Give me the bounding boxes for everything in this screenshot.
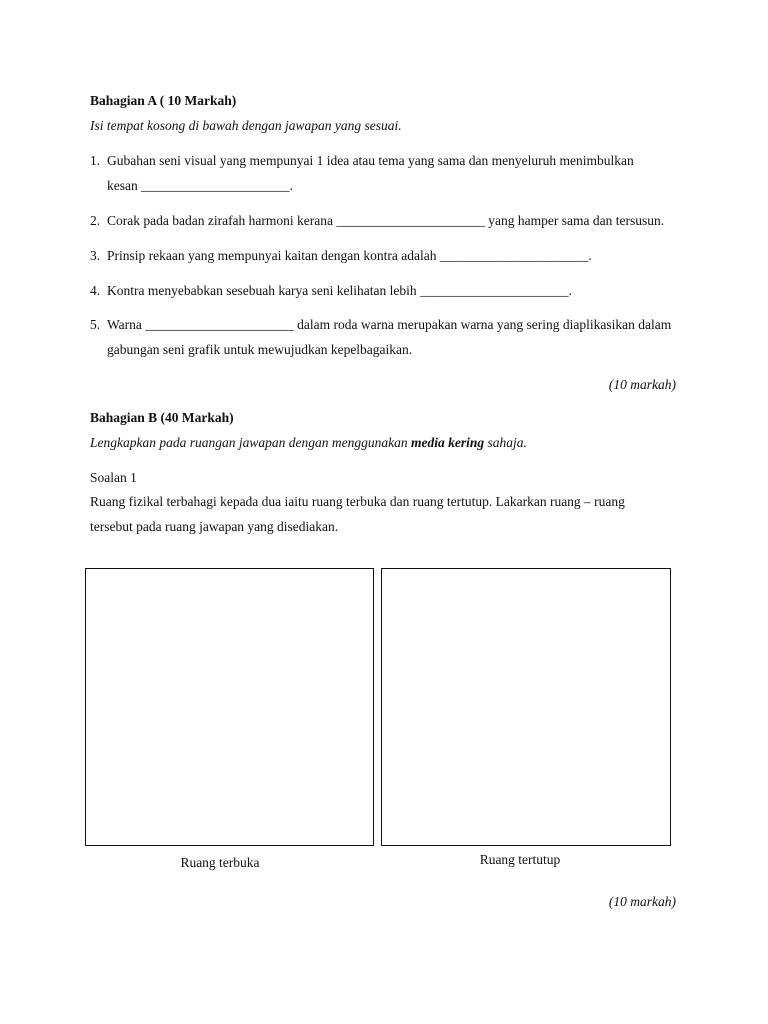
section-b-heading: Bahagian B (40 Markah) bbox=[90, 410, 234, 425]
section-b-marks: (10 markah) bbox=[608, 894, 676, 909]
question-text: Warna ______________________ dalam roda warna merupakan warna yang sering diaplikasikan dalam bbox=[107, 317, 672, 332]
question-label: Soalan 1 bbox=[90, 470, 137, 485]
section-a-marks: (10 markah) bbox=[608, 377, 676, 392]
question-text: Corak pada badan zirafah harmoni kerana ______________________ yang hamper sama dan tersusun. bbox=[107, 213, 665, 228]
caption-open-space: Ruang terbuka bbox=[180, 855, 260, 870]
question-number: 3. bbox=[90, 248, 101, 263]
question-number: 2. bbox=[90, 213, 101, 228]
question-number: 1. bbox=[90, 153, 101, 168]
question-number: 4. bbox=[90, 283, 101, 298]
question-text: Prinsip rekaan yang mempunyai kaitan dengan kontra adalah ______________________. bbox=[107, 248, 592, 263]
section-b-instruction bbox=[90, 435, 527, 451]
question-text-continued: gabungan seni grafik untuk mewujudkan kepelbagaikan. bbox=[107, 342, 413, 357]
section-a-instruction: Isi tempat kosong di bawah dengan jawapan yang sesuai. bbox=[90, 118, 402, 133]
question-number: 5. bbox=[90, 317, 101, 332]
question-body-continued: tersebut pada ruang jawapan yang disediakan. bbox=[90, 519, 339, 534]
answer-box-open-space[interactable] bbox=[85, 568, 374, 846]
question-body: Ruang fizikal terbahagi kepada dua iaitu ruang terbuka dan ruang tertutup. Lakarkan ruang – ruang bbox=[90, 494, 625, 509]
question-text: Gubahan seni visual yang mempunyai 1 idea atau tema yang sama dan menyeluruh menimbulkan bbox=[107, 153, 634, 168]
instruction-emphasis: media kering bbox=[410, 435, 485, 450]
instruction-text: Lengkapkan pada ruangan jawapan dengan menggunakan bbox=[90, 435, 411, 450]
section-a-heading: Bahagian A ( 10 Markah) bbox=[90, 93, 237, 108]
instruction-text-end: sahaja. bbox=[484, 435, 527, 450]
question-text: Kontra menyebabkan sesebuah karya seni kelihatan lebih ______________________. bbox=[107, 283, 572, 298]
answer-box-closed-space[interactable] bbox=[381, 568, 671, 846]
caption-closed-space: Ruang tertutup bbox=[479, 852, 561, 867]
question-text-continued: kesan ______________________. bbox=[107, 178, 293, 193]
